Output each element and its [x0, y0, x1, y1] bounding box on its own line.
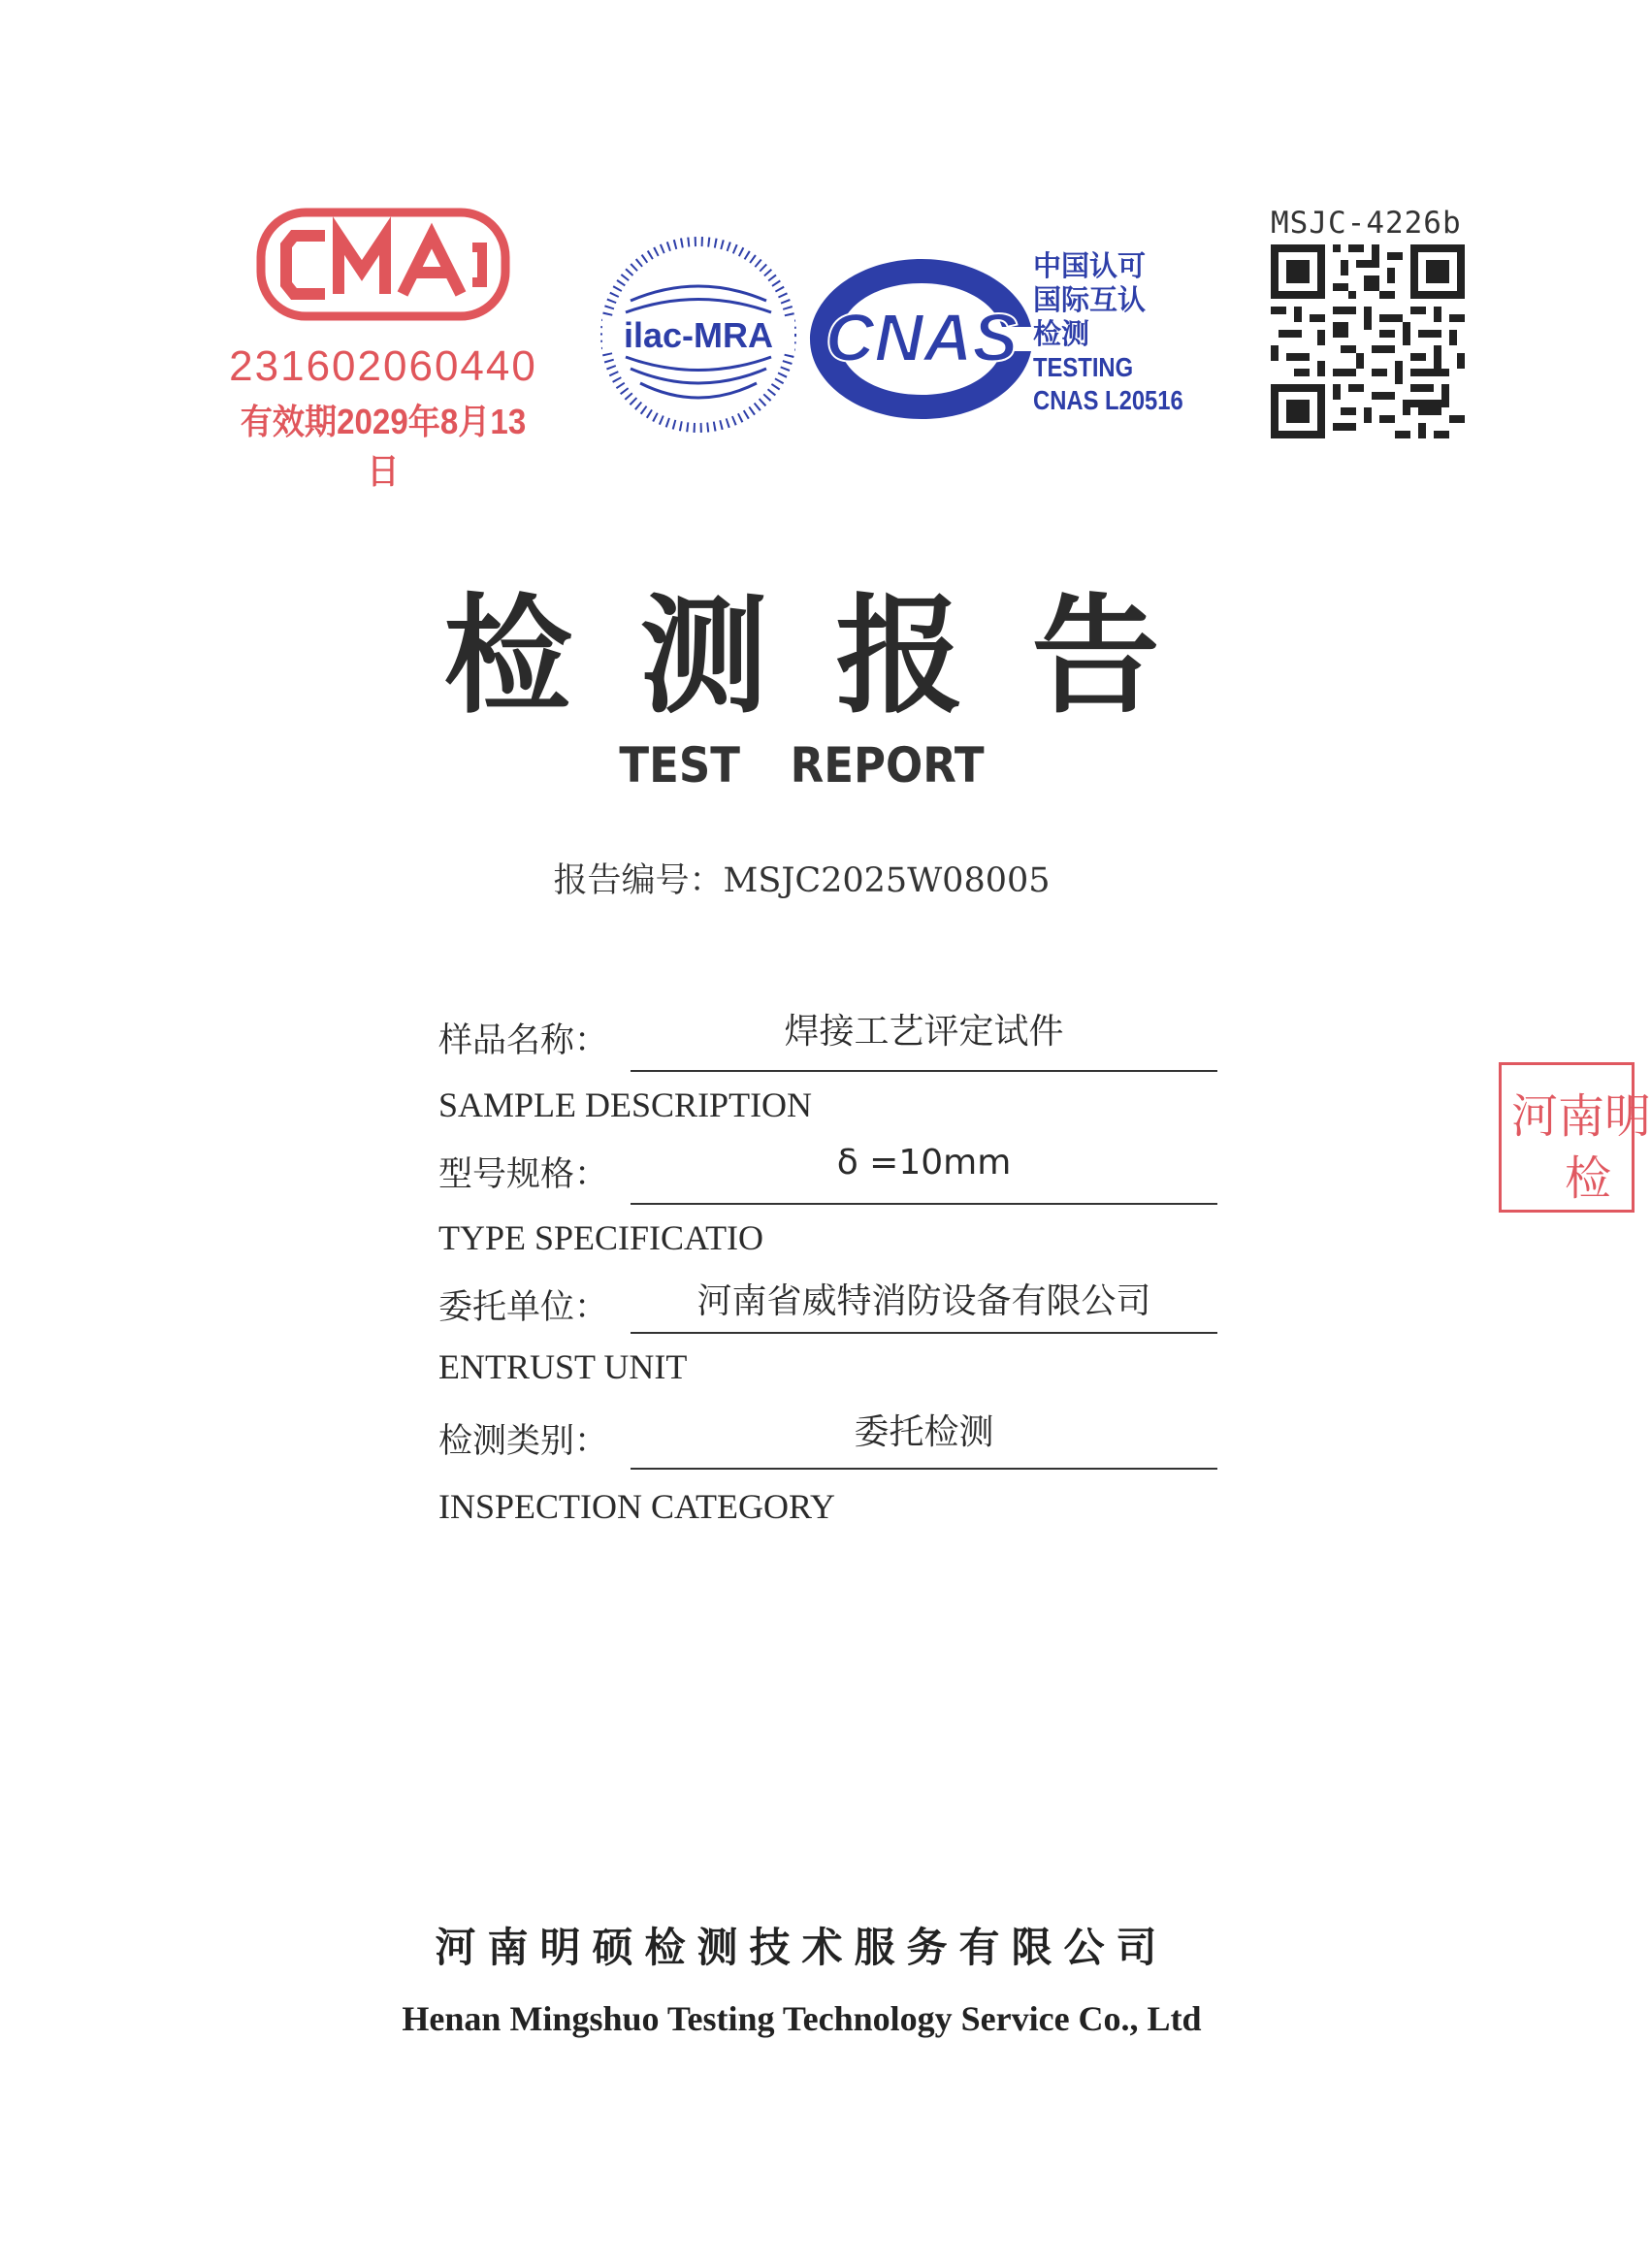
cnas-line-5: CNAS L20516: [1033, 384, 1183, 415]
type-spec-label: 型号规格：: [438, 1155, 609, 1194]
seal-line-1: 河南明: [1511, 1089, 1651, 1144]
document-code: MSJC-4226b: [1271, 206, 1462, 241]
report-title-zh: 检测报告: [443, 581, 1228, 731]
entrust-unit-underline: [631, 1332, 1217, 1334]
type-specification-label: TYPE SPECIFICATIO: [438, 1218, 764, 1257]
qr-code-icon[interactable]: [1271, 244, 1465, 438]
sample-name-value: 焊接工艺评定试件: [784, 1012, 1064, 1052]
cnas-line-2: 国际互认: [1033, 284, 1147, 316]
sample-description-label: SAMPLE DESCRIPTION: [438, 1085, 813, 1124]
seal-line-2: 检: [1565, 1151, 1612, 1206]
cma-logo-icon: [257, 209, 509, 320]
ilac-logo-text: ilac-MRA: [623, 315, 774, 355]
inspection-category-value: 委托检测: [854, 1412, 994, 1452]
ilac-mra-logo: [597, 233, 800, 440]
type-spec-value: δ =10mm: [836, 1143, 1012, 1183]
cnas-line-3: 检测: [1033, 318, 1090, 350]
ilac-mra-icon: [597, 233, 800, 437]
entrust-unit-value: 河南省威特消防设备有限公司: [696, 1281, 1151, 1321]
company-name-zh: 河南明硕检测技术服务有限公司: [435, 1924, 1169, 1971]
entrust-unit-en-label: ENTRUST UNIT: [438, 1347, 688, 1386]
cma-number: 231602060440: [229, 342, 537, 390]
cma-mark: [218, 209, 548, 491]
inspection-category-en-label: INSPECTION CATEGORY: [438, 1487, 836, 1526]
sample-name-underline: [631, 1070, 1217, 1072]
svg-text:CNAS: CNAS: [825, 300, 1019, 375]
sample-name-label: 样品名称：: [438, 1021, 609, 1060]
company-name-en: Henan Mingshuo Testing Technology Service Co., Ltd: [402, 1999, 1202, 2038]
qr-block: [1271, 206, 1465, 442]
report-number-value: MSJC2025W08005: [723, 861, 1051, 900]
inspection-category-label: 检测类别：: [438, 1422, 609, 1461]
type-spec-underline: [631, 1203, 1217, 1205]
entrust-unit-label: 委托单位：: [438, 1288, 609, 1327]
cnas-accreditation-text: [1033, 250, 1210, 417]
cnas-icon: [800, 254, 1043, 424]
cnas-line-1: 中国认可: [1033, 251, 1147, 282]
cnas-logo: [800, 254, 1043, 428]
cnas-line-4: TESTING: [1033, 352, 1134, 383]
company-seal-edge: [1499, 1062, 1651, 1213]
report-title-en: TEST REPORT: [619, 737, 985, 794]
report-number-label: 报告编号：: [553, 861, 724, 900]
report-number: [0, 854, 1603, 902]
cma-validity: 有效期2029年8月13日: [240, 402, 527, 491]
inspection-category-underline: [631, 1468, 1217, 1470]
